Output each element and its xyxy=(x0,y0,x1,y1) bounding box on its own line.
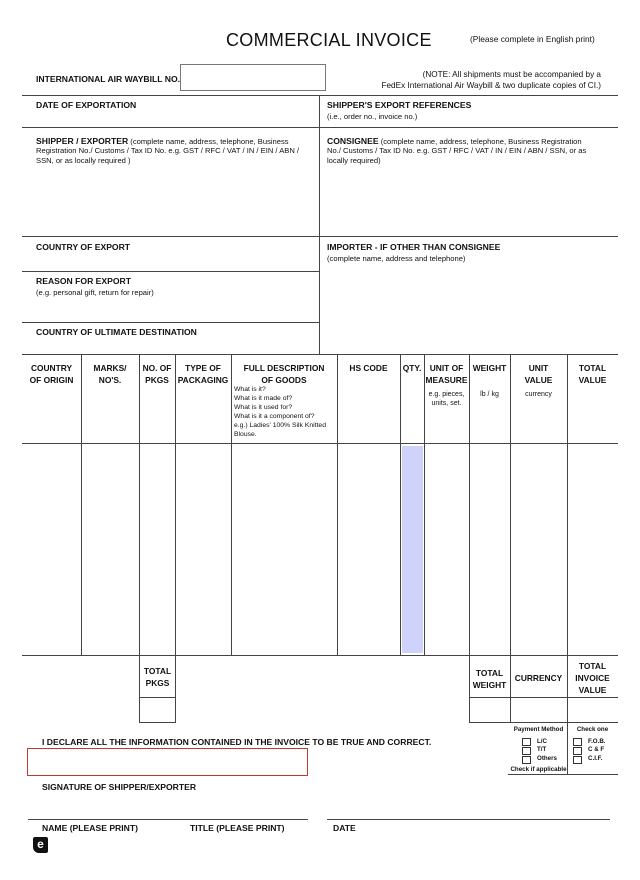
currency-label: CURRENCY xyxy=(514,673,563,683)
ultimate-destination-field[interactable] xyxy=(22,323,319,354)
cell-weight[interactable] xyxy=(470,444,510,655)
reason-for-export-hint: (e.g. personal gift, return for repair) xyxy=(36,288,154,297)
col-unit-of-measure: UNIT OF MEASURE xyxy=(425,363,468,385)
total-invoice-value-label: TOTAL INVOICE VALUE xyxy=(575,661,610,695)
payment-method-label: Payment Method xyxy=(513,726,564,733)
checkbox-tt[interactable] xyxy=(522,747,531,755)
divider xyxy=(400,354,401,655)
cell-no-of-pkgs[interactable] xyxy=(140,444,175,655)
total-weight-field[interactable] xyxy=(470,698,510,722)
title-label: TITLE (PLEASE PRINT) xyxy=(190,823,285,833)
date-of-exportation-label: DATE OF EXPORTATION xyxy=(36,100,137,110)
consignee-label: CONSIGNEE xyxy=(327,136,379,146)
checkbox-cif[interactable] xyxy=(573,756,582,764)
checkbox-others[interactable] xyxy=(522,756,531,764)
divider xyxy=(28,819,308,820)
cell-country-of-origin[interactable] xyxy=(22,444,81,655)
shipper-hint-line3: SSN, or as locally required ) xyxy=(36,156,131,165)
method-lc: L/C xyxy=(537,738,547,745)
unit-value-hint: currency xyxy=(525,391,552,398)
col-qty: QTY. xyxy=(402,363,422,373)
col-unit-value: UNIT VALUE xyxy=(524,363,553,385)
shipper-hint-line1: (complete name, address, telephone, Business xyxy=(130,137,289,146)
shipper-refs-hint: (i.e., order no., invoice no.) xyxy=(327,112,418,121)
divider xyxy=(22,655,618,656)
cell-marks[interactable] xyxy=(82,444,139,655)
shipper-refs-field[interactable] xyxy=(320,96,618,127)
waybill-note-line2: FedEx International Air Waybill & two duplicate copies of CI.) xyxy=(381,81,601,90)
term-cif: C.I.F. xyxy=(588,755,603,762)
col-hs-code: HS CODE xyxy=(349,363,388,373)
total-pkgs-label: TOTAL PKGS xyxy=(143,666,172,688)
country-of-export-label: COUNTRY OF EXPORT xyxy=(36,242,131,252)
checkbox-cf[interactable] xyxy=(573,747,582,755)
logo-icon: e xyxy=(33,837,48,853)
country-of-export-field[interactable] xyxy=(22,237,319,271)
check-if-applicable: Check if applicable xyxy=(510,766,567,773)
total-invoice-value-field[interactable] xyxy=(568,698,618,722)
importer-label: IMPORTER - IF OTHER THAN CONSIGNEE xyxy=(327,242,501,252)
waybill-label: INTERNATIONAL AIR WAYBILL NO. xyxy=(36,74,181,84)
checkbox-lc[interactable] xyxy=(522,738,531,746)
cell-full-description[interactable] xyxy=(232,444,337,655)
importer-hint: (complete name, address and telephone) xyxy=(327,254,466,263)
print-note: (Please complete in English print) xyxy=(470,34,595,44)
cell-unit-value[interactable] xyxy=(511,444,567,655)
col-weight: WEIGHT xyxy=(472,363,507,373)
term-fob: F.O.B. xyxy=(588,738,606,745)
check-one-label: Check one xyxy=(576,726,609,733)
divider xyxy=(469,722,618,723)
consignee-hint-line1: (complete name, address, telephone, Business Registration xyxy=(380,137,582,146)
divider xyxy=(139,722,176,723)
signature-label: SIGNATURE OF SHIPPER/EXPORTER xyxy=(42,782,197,792)
col-type-of-packaging: TYPE OF PACKAGING xyxy=(177,363,229,385)
reason-for-export-label: REASON FOR EXPORT xyxy=(36,276,132,286)
col-marks: MARKS/ NO'S. xyxy=(93,363,127,385)
term-cf: C & F xyxy=(588,746,605,753)
waybill-note-line1: (NOTE: All shipments must be accompanied by a xyxy=(422,70,601,79)
importer-field[interactable] xyxy=(320,237,618,354)
checkbox-fob[interactable] xyxy=(573,738,582,746)
cell-unit-of-measure[interactable] xyxy=(425,444,469,655)
col-no-of-pkgs: NO. OF PKGS xyxy=(142,363,172,385)
weight-hint: lb / kg xyxy=(480,391,499,398)
uom-hint: e.g. pieces, units, set. xyxy=(428,391,465,407)
cell-type-of-packaging[interactable] xyxy=(176,444,231,655)
col-total-value: TOTAL VALUE xyxy=(578,363,607,385)
total-pkgs-field[interactable] xyxy=(140,698,175,722)
date-of-exportation-field[interactable] xyxy=(22,96,319,127)
currency-field[interactable] xyxy=(511,698,567,722)
date-label: DATE xyxy=(333,823,356,833)
cell-total-value[interactable] xyxy=(568,444,618,655)
reason-for-export-field[interactable] xyxy=(22,272,319,322)
cell-hs-code[interactable] xyxy=(338,444,400,655)
waybill-input[interactable] xyxy=(180,64,326,91)
method-tt: T/T xyxy=(537,746,547,753)
shipper-hint-line2: Registration No./ Customs / Tax ID No. e.g. GST / RFC / VAT / IN / EIN / ABN / xyxy=(36,146,300,155)
divider xyxy=(508,774,618,775)
method-others: Others xyxy=(537,755,557,762)
consignee-hint-line2: No./ Customs / Tax ID No. e.g. GST / RFC / VAT / IN / EIN / ABN / SSN, or as xyxy=(327,146,587,155)
divider xyxy=(327,819,610,820)
description-examples: What is it? What is it made of? What is it used for? What is it a component of? e.g.) Ladies' 100% Silk Knitted Blouse. xyxy=(234,386,326,438)
signature-input[interactable] xyxy=(27,748,308,776)
total-weight-label: TOTAL WEIGHT xyxy=(472,668,507,690)
ultimate-destination-label: COUNTRY OF ULTIMATE DESTINATION xyxy=(36,327,197,337)
col-country-of-origin: COUNTRY OF ORIGIN xyxy=(29,363,74,385)
cell-qty[interactable] xyxy=(402,446,423,653)
consignee-hint-line3: locally required) xyxy=(327,156,381,165)
divider xyxy=(22,354,618,355)
shipper-refs-label: SHIPPER'S EXPORT REFERENCES xyxy=(327,100,472,110)
declaration-text: I DECLARE ALL THE INFORMATION CONTAINED IN THE INVOICE TO BE TRUE AND CORRECT. xyxy=(42,737,432,747)
shipper-label: SHIPPER / EXPORTER xyxy=(36,136,129,146)
page-title: COMMERCIAL INVOICE xyxy=(226,30,432,50)
col-full-description: FULL DESCRIPTION OF GOODS xyxy=(243,363,325,385)
name-label: NAME (PLEASE PRINT) xyxy=(42,823,138,833)
